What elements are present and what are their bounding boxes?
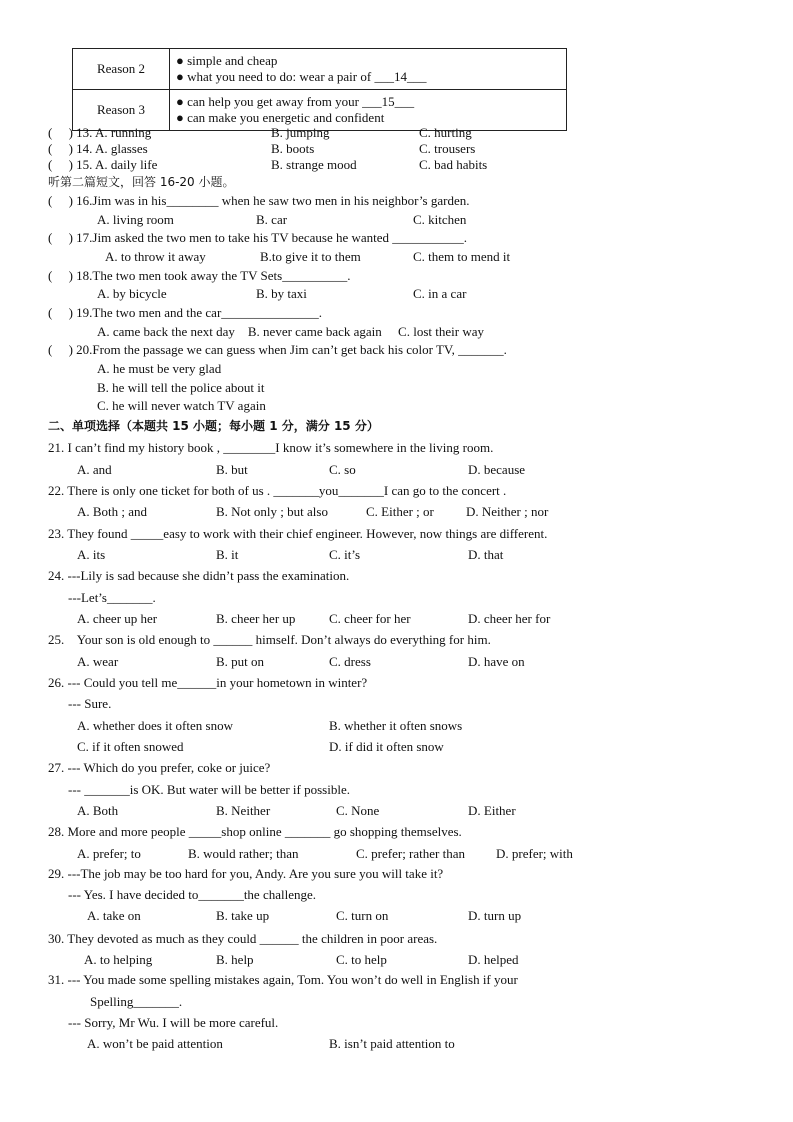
text-line: B. put on (216, 654, 265, 669)
text-line: A. came back the next day B. never came back again C. lost their way (97, 324, 484, 339)
reason-content (170, 49, 567, 90)
text-line: B. whether it often snows (329, 718, 463, 733)
text-line: 29. ---The job may be too hard for you, Andy. Are you sure you will take it? (48, 866, 444, 881)
text-line: B. would rather; than (188, 846, 299, 861)
text-line: ( ) 13. A. running (48, 125, 152, 140)
reason-content (170, 90, 567, 131)
text-line: D. have on (468, 654, 525, 669)
text-line: C. them to mend it (413, 249, 511, 264)
text-line: ( ) 16.Jim was in his________ when he saw two men in his neighbor’s garden. (48, 193, 470, 208)
text-line: ( ) 15. A. daily life (48, 157, 158, 172)
text-line: B. car (256, 212, 288, 227)
text-line: C. to help (336, 952, 387, 967)
text-line: D. that (468, 547, 504, 562)
text-line: D. turn up (468, 908, 522, 923)
text-line: C. None (336, 803, 380, 818)
text-line: A. prefer; to (77, 846, 141, 861)
text-line: A. to helping (84, 952, 153, 967)
text-line: B. cheer her up (216, 611, 296, 626)
text-line: A. won’t be paid attention (87, 1036, 223, 1051)
text-line: 23. They found _____easy to work with their chief engineer. However, now things are different. (48, 526, 548, 541)
text-line: ( ) 17.Jim asked the two men to take his TV because he wanted ___________. (48, 230, 468, 245)
text-line: B. Neither (216, 803, 271, 818)
text-line: B. it (216, 547, 239, 562)
text-line: ( ) 14. A. glasses (48, 141, 148, 156)
text-line: 26. --- Could you tell me______in your hometown in winter? (48, 675, 368, 690)
text-line: C. in a car (413, 286, 467, 301)
text-line: B. boots (271, 141, 315, 156)
text-line: A. take on (87, 908, 141, 923)
text-line: 30. They devoted as much as they could ______ the children in poor areas. (48, 931, 438, 946)
text-line: B. but (216, 462, 248, 477)
text-line: 24. ---Lily is sad because she didn’t pass the examination. (48, 568, 350, 583)
text-line: A. Both ; and (77, 504, 148, 519)
reason-line: ● can make you energetic and confident (176, 110, 385, 125)
text-line: --- Sure. (68, 696, 112, 711)
text-line: C. dress (329, 654, 371, 669)
text-line: D. if did it often snow (329, 739, 444, 754)
text-line: B. strange mood (271, 157, 357, 172)
text-line: A. cheer up her (77, 611, 158, 626)
text-line: B. jumping (271, 125, 330, 140)
text-line: C. turn on (336, 908, 389, 923)
text-line: C. trousers (419, 141, 476, 156)
text-line: A. living room (97, 212, 174, 227)
text-line: ( ) 18.The two men took away the TV Sets__________. (48, 268, 351, 283)
text-line: D. Neither ; nor (466, 504, 549, 519)
text-line: C. he will never watch TV again (97, 398, 266, 413)
text-line: D. helped (468, 952, 519, 967)
text-line: A. its (77, 547, 106, 562)
text-line: B. isn’t paid attention to (329, 1036, 455, 1051)
text-line: 21. I can’t find my history book , ________I know it’s somewhere in the living room. (48, 440, 494, 455)
text-line: D. prefer; with (496, 846, 573, 861)
text-line: C. so (329, 462, 356, 477)
text-line: A. to throw it away (105, 249, 206, 264)
text-line: B. take up (216, 908, 270, 923)
text-line: B.to give it to them (260, 249, 361, 264)
text-line: 31. --- You made some spelling mistakes again, Tom. You won’t do well in English if your (48, 972, 518, 987)
text-line: --- Sorry, Mr Wu. I will be more careful. (68, 1015, 279, 1030)
text-line: 25. Your son is old enough to ______ himself. Don’t always do everything for him. (48, 632, 491, 647)
text-line: B. he will tell the police about it (97, 380, 265, 395)
text-line: ( ) 19.The two men and the car_______________. (48, 305, 323, 320)
text-line: C. bad habits (419, 157, 488, 172)
text-line: A. wear (77, 654, 119, 669)
text-line: A. Both (77, 803, 119, 818)
text-line: B. by taxi (256, 286, 307, 301)
text-line: D. Either (468, 803, 516, 818)
text-line: ---Let’s_______. (68, 590, 156, 605)
reason-label: Reason 3 (73, 90, 170, 131)
text-line: 二、单项选择（本题共 15 小题；每小题 1 分，满分 15 分） (48, 419, 379, 433)
reason-line: ● can help you get away from your ___15___ (176, 94, 415, 109)
text-line: Spelling_______. (90, 994, 183, 1009)
reason-label: Reason 2 (73, 49, 170, 90)
text-line: B. help (216, 952, 254, 967)
text-line: D. cheer her for (468, 611, 551, 626)
text-line: --- _______is OK. But water will be better if possible. (68, 782, 350, 797)
text-line: C. hurting (419, 125, 472, 140)
text-line: --- Yes. I have decided to_______the challenge. (68, 887, 317, 902)
text-line: B. Not only ; but also (216, 504, 328, 519)
text-line: 28. More and more people _____shop online _______ go shopping themselves. (48, 824, 462, 839)
text-line: 22. There is only one ticket for both of us . _______you_______I can go to the concert . (48, 483, 507, 498)
text-line: C. if it often snowed (77, 739, 184, 754)
text-line: A. whether does it often snow (77, 718, 233, 733)
text-line: D. because (468, 462, 526, 477)
text-line: 27. --- Which do you prefer, coke or juice? (48, 760, 271, 775)
text-line: A. by bicycle (97, 286, 167, 301)
text-line: C. Either ; or (366, 504, 434, 519)
text-line: C. prefer; rather than (356, 846, 466, 861)
text-line: 听第二篇短文，回答 16-20 小题。 (48, 175, 235, 189)
text-line: A. he must be very glad (97, 361, 222, 376)
reason-line: ● what you need to do: wear a pair of ___14___ (176, 69, 427, 84)
reason-table (72, 48, 567, 131)
text-line: ( ) 20.From the passage we can guess when Jim can’t get back his color TV, _______. (48, 342, 507, 357)
text-line: C. cheer for her (329, 611, 411, 626)
text-line: C. kitchen (413, 212, 467, 227)
table-row (73, 49, 567, 90)
text-line: A. and (77, 462, 112, 477)
reason-line: ● simple and cheap (176, 53, 278, 68)
text-line: C. it’s (329, 547, 361, 562)
